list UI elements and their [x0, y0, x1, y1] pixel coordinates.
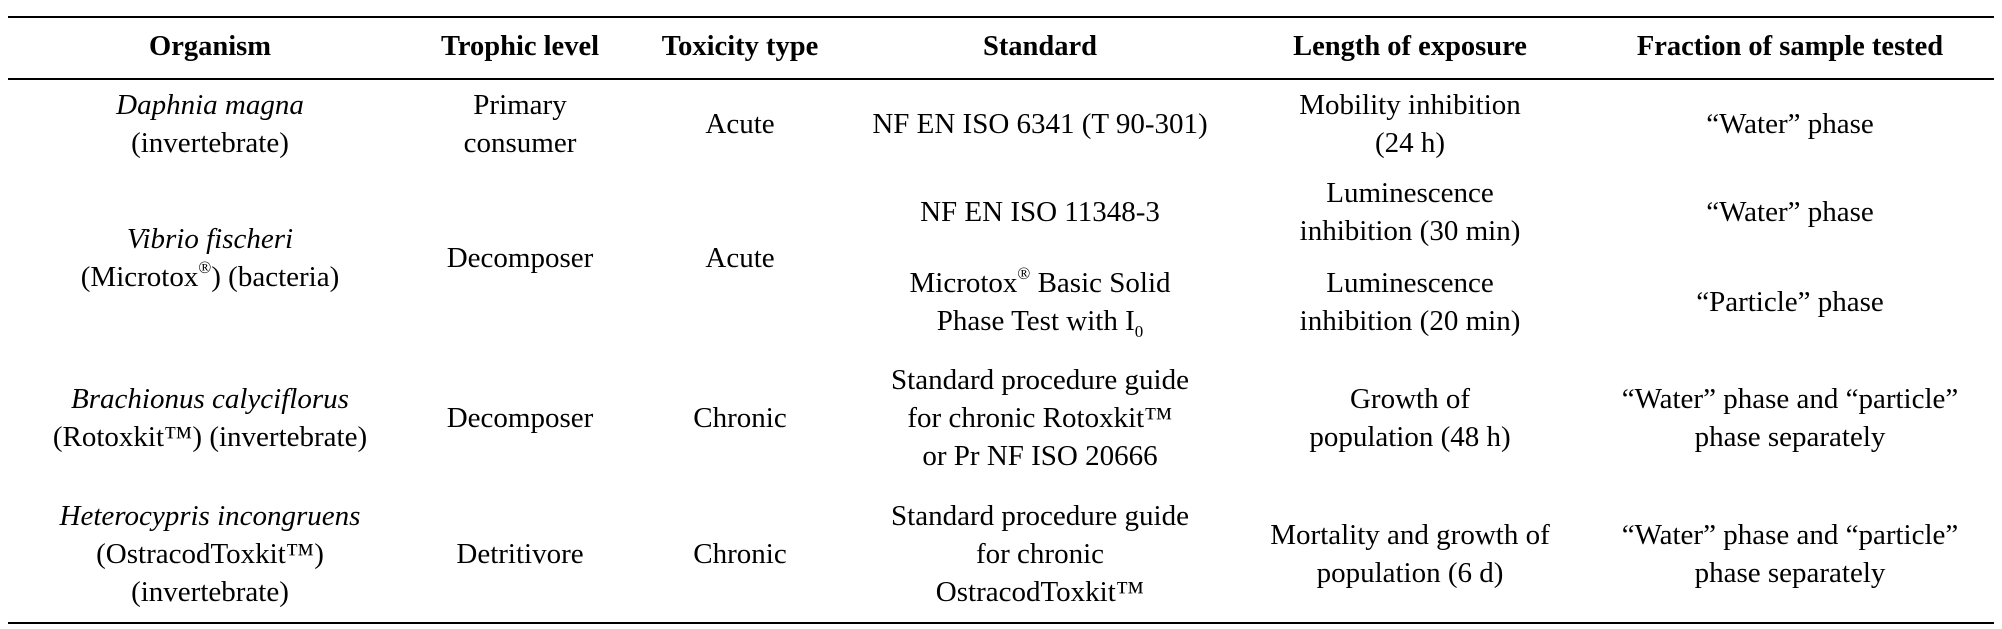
header-standard: Standard	[982, 31, 1098, 62]
organism-type: (Microtox®) (bacteria)	[80, 258, 340, 293]
row2-trophic: Decomposer	[446, 242, 594, 274]
row4-trophic: Detritivore	[456, 538, 584, 570]
organism-type: (OstracodToxkit™)	[96, 538, 324, 570]
table-header-rule	[8, 78, 1994, 80]
row4-toxicity: Chronic	[693, 538, 787, 570]
row2b-exposure: Luminescence inhibition (20 min)	[1299, 267, 1521, 337]
row2a-fraction: “Water” phase	[1706, 196, 1874, 228]
header-trophic-level: Trophic level	[440, 31, 600, 62]
header-fraction-tested: Fraction of sample tested	[1636, 31, 1944, 62]
organism-type-2: (invertebrate)	[131, 576, 289, 608]
row2a-exposure: Luminescence inhibition (30 min)	[1299, 177, 1521, 247]
row1-fraction: “Water” phase	[1706, 108, 1874, 140]
row4-fraction: “Water” phase and “particle” phase separately	[1621, 519, 1959, 589]
row2a-standard: NF EN ISO 11348-3	[920, 196, 1160, 228]
organism-name: Heterocypris incongruens	[59, 500, 361, 532]
row1-trophic: Primary consumer	[463, 89, 577, 159]
header-length-of-exposure: Length of exposure	[1293, 31, 1527, 62]
organism-name: Brachionus calyciflorus	[71, 383, 349, 415]
row1-toxicity: Acute	[705, 108, 775, 140]
row3-exposure: Growth of population (48 h)	[1309, 383, 1511, 453]
row4-standard: Standard procedure guide for chronic OstracodToxkit™	[891, 500, 1189, 608]
row3-trophic: Decomposer	[446, 402, 594, 434]
row3-organism	[10, 380, 410, 456]
row2b-standard: Microtox® Basic Solid Phase Test with $I_0$	[909, 264, 1171, 341]
header-organism: Organism	[149, 31, 271, 62]
row2b-fraction: “Particle” phase	[1696, 286, 1884, 318]
table-bottom-rule	[8, 622, 1994, 624]
row1-organism	[10, 86, 410, 162]
row1-exposure: Mobility inhibition (24 h)	[1299, 89, 1521, 159]
organism-name: Vibrio fischeri	[126, 223, 294, 255]
row2-toxicity: Acute	[705, 242, 775, 274]
row1-standard: NF EN ISO 6341 (T 90-301)	[872, 108, 1208, 140]
table-top-rule	[8, 16, 1994, 18]
organism-name: Daphnia magna	[116, 89, 304, 121]
organism-type: (Rotoxkit™) (invertebrate)	[52, 421, 368, 453]
row3-fraction: “Water” phase and “particle” phase separately	[1621, 383, 1959, 453]
row3-toxicity: Chronic	[693, 402, 787, 434]
header-toxicity-type: Toxicity type	[661, 31, 819, 62]
organism-type: (invertebrate)	[131, 127, 289, 159]
row4-organism	[10, 497, 410, 611]
row2-organism	[10, 220, 410, 296]
row3-standard: Standard procedure guide for chronic Rotoxkit™ or Pr NF ISO 20666	[891, 364, 1189, 472]
row4-exposure: Mortality and growth of population (6 d)	[1270, 519, 1550, 589]
